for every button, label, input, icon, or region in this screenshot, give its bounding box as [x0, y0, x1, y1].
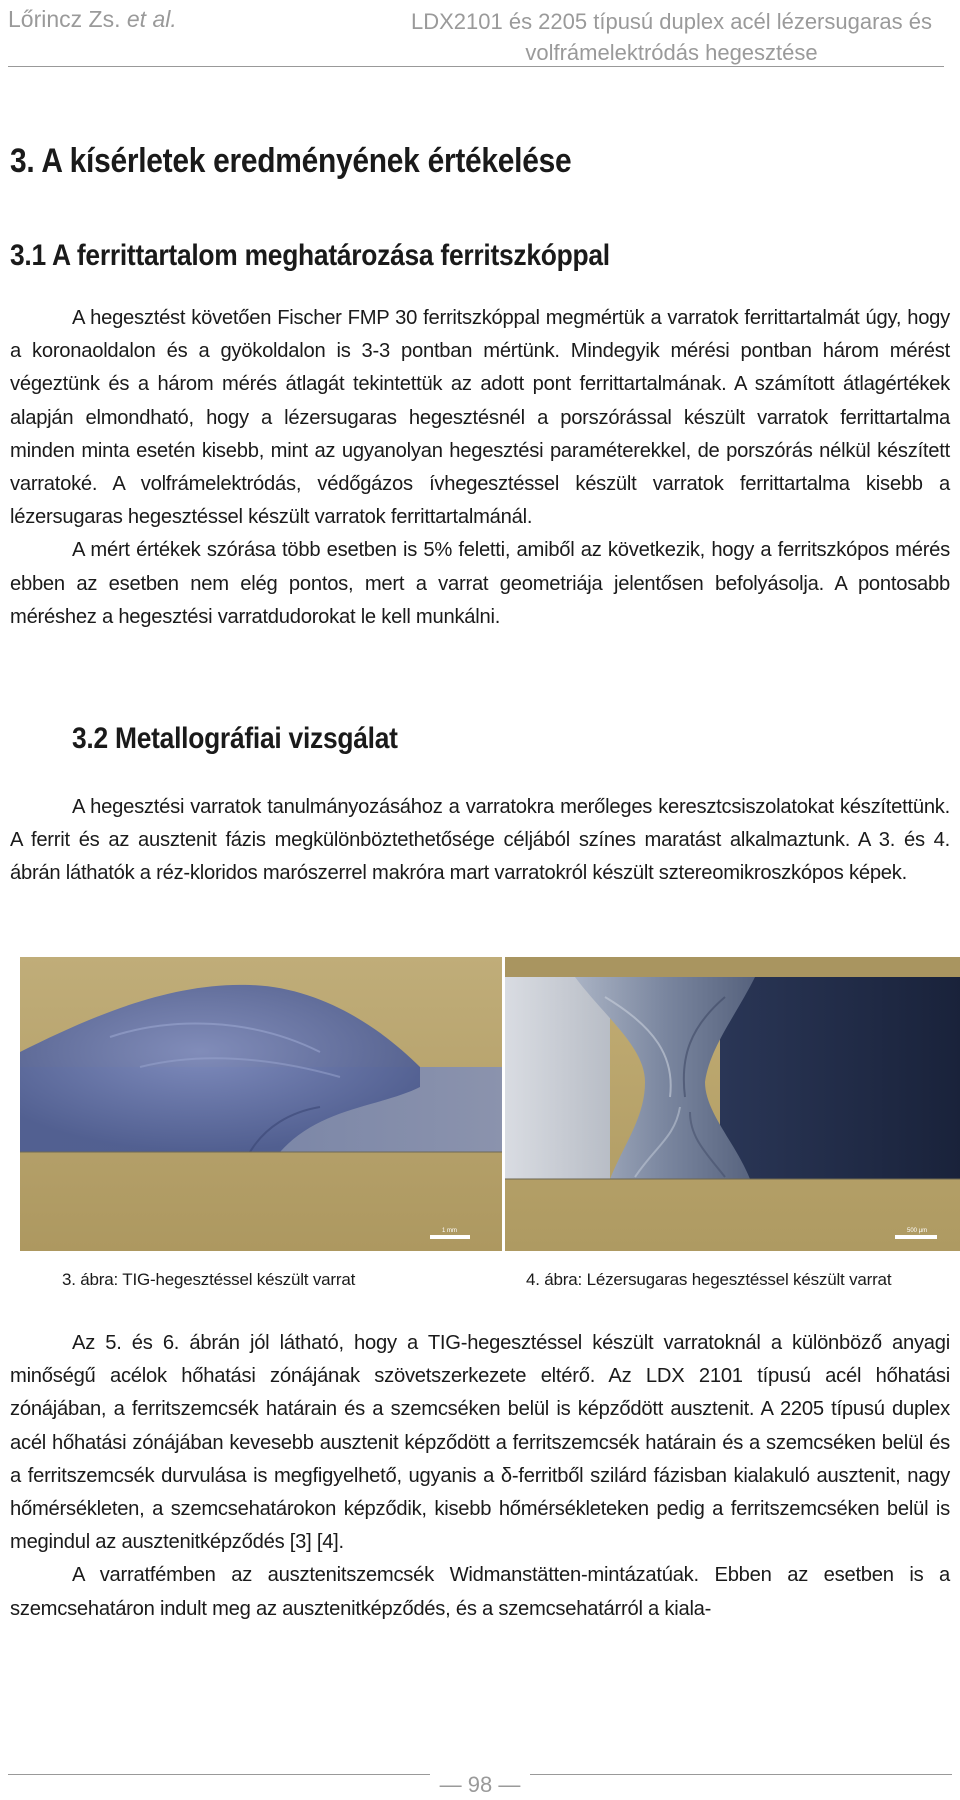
section-3-2-title: 3.2 Metallográfiai vizsgálat — [72, 722, 398, 755]
section-3-2-body — [10, 791, 950, 891]
figure-3-caption: 3. ábra: TIG-hegesztéssel készült varrat — [62, 1270, 356, 1289]
section-3-title: 3. A kísérletek eredményének értékelése — [10, 142, 572, 180]
page-number — [0, 1772, 960, 1798]
figure-3-scale-label: 1 mm — [442, 1228, 457, 1234]
closing-body — [10, 1327, 950, 1626]
paragraph: A mért értékek szórása több esetben is 5% feletti, amiből az következik, hogy a ferritszkópos mérés ebben az esetben nem elég pontos, mert a varrat geometriája jelentősen befolyásolja. A pontosabb méréshez a hegesztési varratdudorokat le kell munkálni. — [10, 539, 950, 628]
header-authors — [8, 6, 177, 33]
header-title-line1: LDX2101 és 2205 típusú duplex acél lézersugaras és — [410, 9, 932, 34]
page-number-text: — 98 — — [430, 1772, 531, 1797]
figure-4-laser-weld-image — [505, 957, 960, 1251]
section-3-1-body — [10, 302, 950, 634]
paragraph: A hegesztést követően Fischer FMP 30 ferritszkóppal megmértük a varratok ferrittartalmát úgy, hogy a koronaoldalon és a gyökoldalon is 3-3 pontban mértünk. Mindegyik mérési pontban három mérést végeztünk és a három mérés átlagát tekintettük az adott pont ferrittartalmának. A számított átlagértékek alapján elmondható, hogy a lézersugaras hegesztésnél a porszórással készült varratok ferrittartalma minden minta esetén kisebb, mint az ugyanolyan hegesztési paraméterekkel, de porszórás nélkül készített varratoké. A volfrámelektródás, védőgázos ívhegesztéssel készült varratok ferrittartalma kisebb a lézersugaras hegesztéssel készült varratok ferrittartalmánál. — [10, 307, 950, 529]
header-title — [411, 6, 932, 68]
paragraph: Az 5. és 6. ábrán jól látható, hogy a TIG-hegesztéssel készült varratoknál a különböző anyagi minőségű acélok hőhatási zónájának szövetszerkezete eltérő. Az LDX 2101 típusú acél hőhatási zónájában, a ferritszemcsék határain és a szemcséken belül is képződött ausztenit. A 2205 típusú duplex acél hőhatási zónájában kevesebb ausztenit képződött a ferritszemcsék határain és a szemcséken belül és a ferritszemcsék durvulása is megfigyelhető, ugyanis a δ-ferritből szilárd fázisban kialakuló ausztenit, nagy hőmérsékleten, a szemcsehatárokon képződik, kisebb hőmérsékleteken pedig a ferritszemcséken belül is megindul az ausztenitképződés [3] [4]. — [10, 1332, 950, 1554]
header-authors-etal: et al. — [126, 6, 177, 32]
section-3-1-title: 3.1 A ferrittartalom meghatározása ferritszkóppal — [10, 239, 610, 272]
header-title-line2: volfrámelektródás hegesztése — [525, 40, 818, 65]
paragraph: A varratfémben az ausztenitszemcsék Widmanstätten-mintázatúak. Ebben az esetben is a szemcsehatáron indult meg az ausztenitképződés, és a szemcsehatárról a kiala- — [10, 1564, 950, 1620]
running-header — [8, 4, 944, 67]
figure-4-caption: 4. ábra: Lézersugaras hegesztéssel készült varrat — [526, 1270, 892, 1289]
figure-3-tig-weld-image — [20, 957, 502, 1251]
header-authors-main: Lőrincz Zs. — [8, 6, 121, 32]
figure-4-scale-label: 500 µm — [907, 1228, 928, 1234]
paragraph: A hegesztési varratok tanulmányozásához a varratokra merőleges keresztcsiszolatokat készítettünk. A ferrit és az ausztenit fázis megkülönböztethetősége céljából színes maratást alkalmaztunk. A 3. és 4. ábrán láthatók a réz-kloridos marószerrel makróra mart varratokról készült sztereomikroszkópos képek. — [10, 796, 950, 885]
